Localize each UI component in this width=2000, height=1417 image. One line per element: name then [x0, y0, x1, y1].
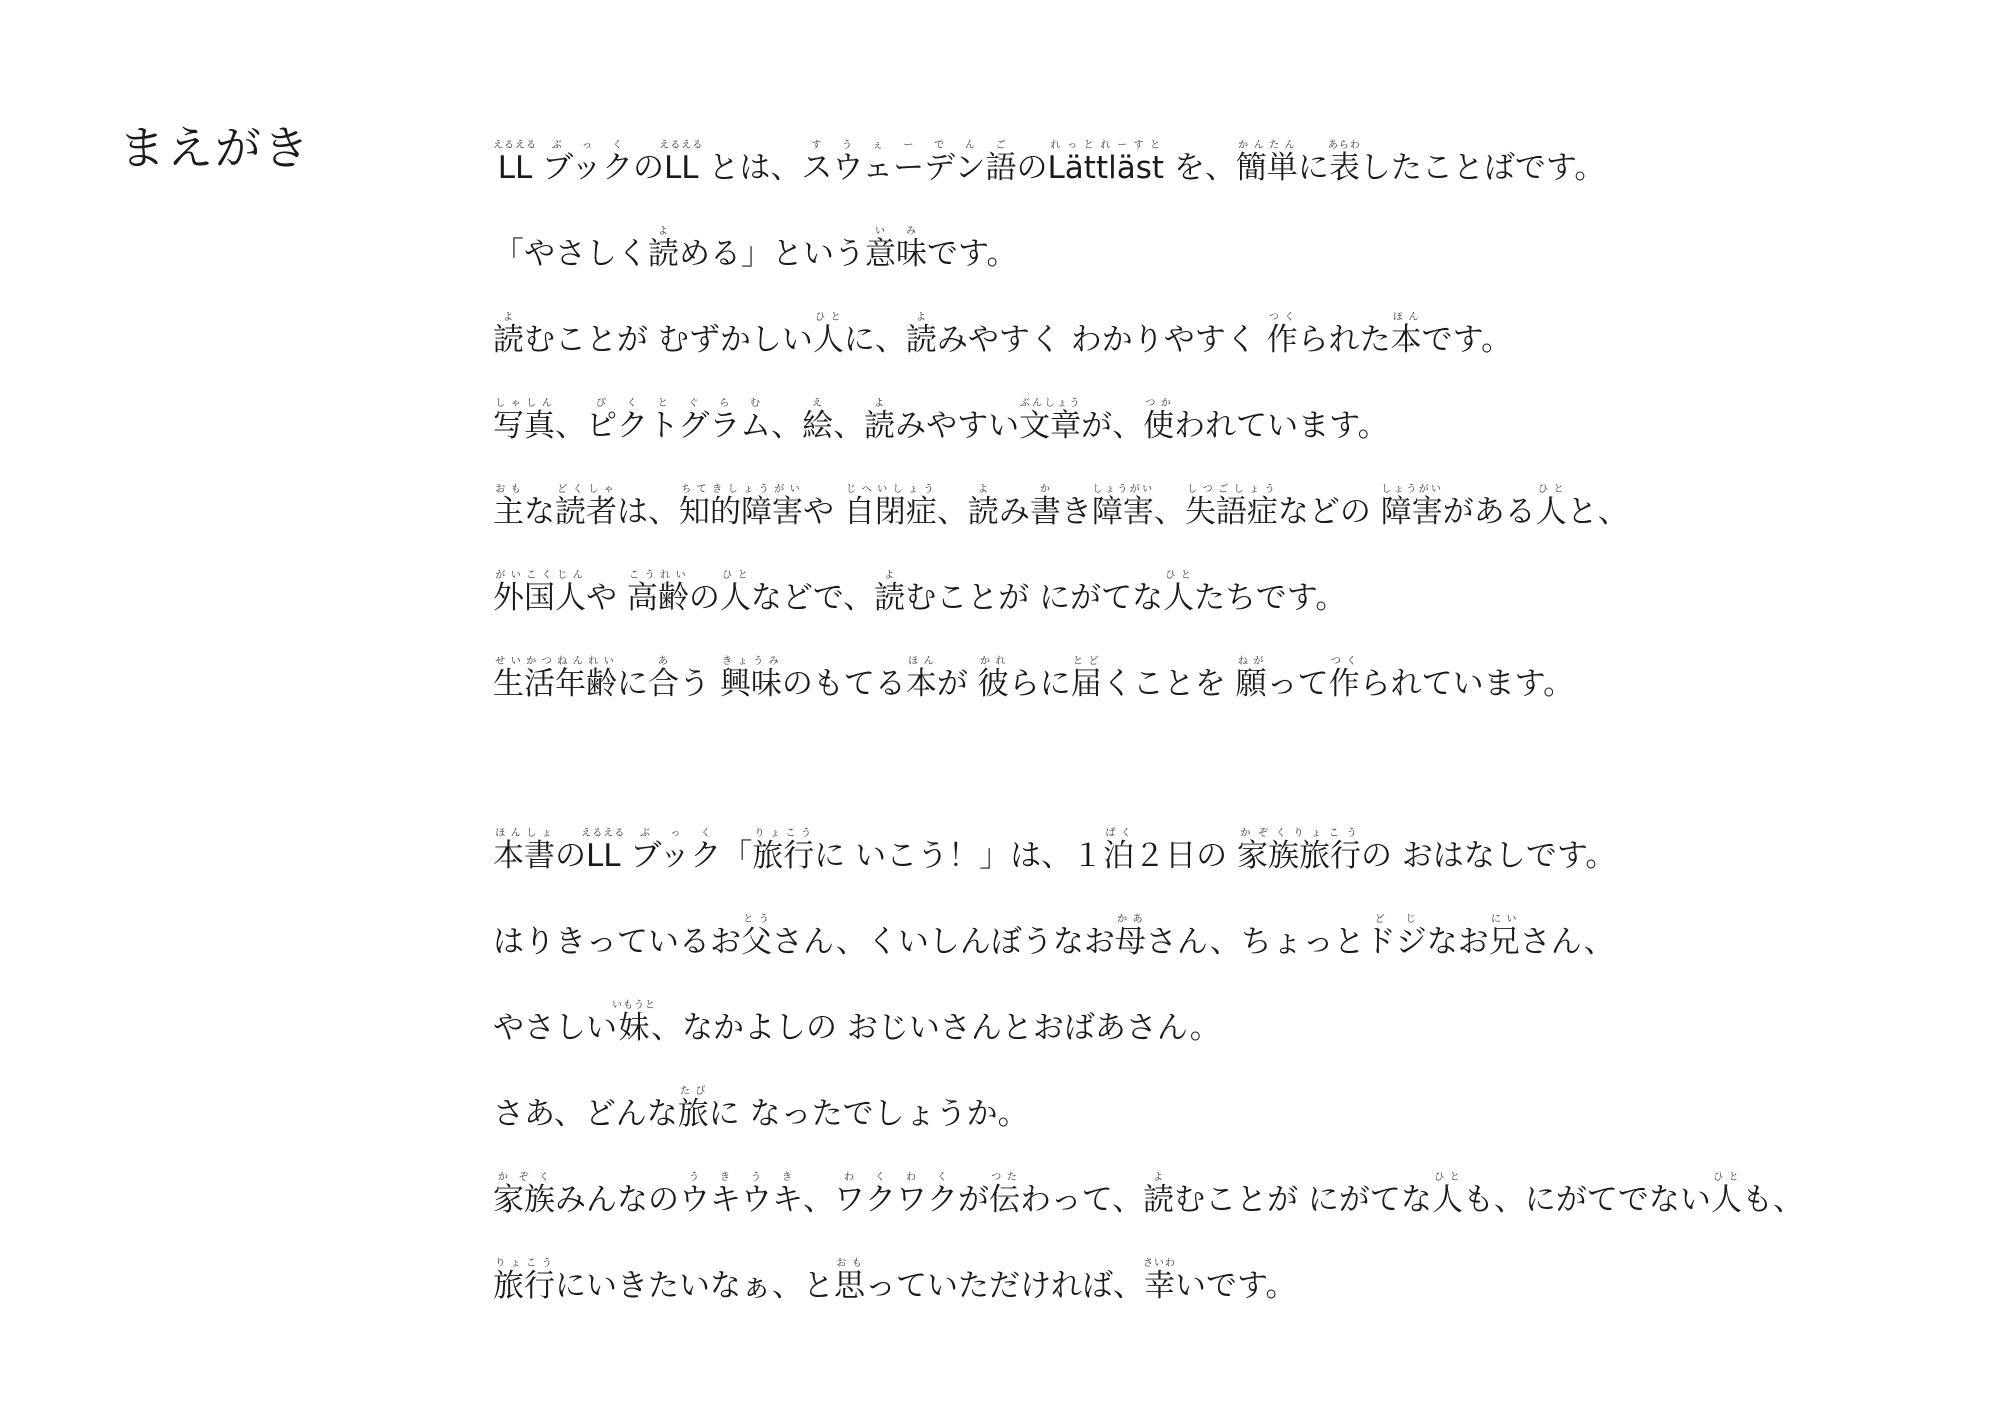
furigana-word: ブックぶっく	[630, 828, 722, 874]
furigana-reading: いもうと	[612, 1000, 656, 1011]
furigana-reading: ぱく	[1103, 828, 1135, 839]
furigana-word: 障害しょうがい	[1091, 484, 1154, 530]
furigana-word: 人ひと	[719, 570, 751, 616]
furigana-word: 本ほん	[1390, 312, 1422, 358]
furigana-reading: おも	[493, 484, 524, 495]
furigana-word: 主おも	[493, 484, 524, 530]
furigana-reading: とう	[741, 914, 772, 925]
furigana-word: 幸さいわ	[1143, 1258, 1176, 1304]
furigana-word: 簡単かんたん	[1235, 140, 1298, 186]
furigana-reading: えるえる	[659, 140, 704, 151]
furigana-reading: すうぇーでんご	[801, 140, 1017, 151]
furigana-reading: いみ	[865, 226, 927, 237]
furigana-reading: ぶっく	[542, 140, 633, 151]
furigana-reading: よ	[1143, 1172, 1175, 1183]
furigana-reading: わくわく	[834, 1172, 958, 1183]
text-line: 外国人がいこくじんや 高齢こうれいの人ひとなどで、読よむことが にがてな人ひとたちです。	[493, 570, 1347, 616]
text-line: はりきっているお父とうさん、くいしんぼうなお母かあさん、ちょっとドジどじなお兄にいさん、	[493, 914, 1615, 960]
furigana-reading: こうれい	[626, 570, 689, 581]
text-line: 家族かぞくみんなのウキウキうきうき、ワクワクわくわくが伝つたわって、読よむことが にがてな人ひとも、にがてでない人ひとも、	[493, 1172, 1804, 1218]
furigana-word: 読よ	[1143, 1172, 1175, 1218]
furigana-word: 家族旅行かぞくりょこう	[1236, 828, 1361, 874]
furigana-word: 人ひと	[1163, 570, 1195, 616]
furigana-word: Lättlästれっとれーすと	[1047, 140, 1165, 186]
furigana-word: 人ひと	[1710, 1172, 1742, 1218]
furigana-word: 外国人がいこくじん	[493, 570, 586, 616]
furigana-word: 作つく	[1266, 312, 1298, 358]
furigana-word: 表あらわ	[1327, 140, 1361, 186]
furigana-word: 人ひと	[1535, 484, 1567, 530]
furigana-reading: ひと	[1163, 570, 1195, 581]
furigana-reading: ひと	[719, 570, 751, 581]
furigana-word: ドジどじ	[1364, 914, 1427, 960]
furigana-reading: つた	[989, 1172, 1020, 1183]
furigana-word: 読よ	[648, 226, 679, 272]
furigana-word: LLえるえる	[659, 140, 704, 186]
furigana-reading: ぴくとぐらむ	[586, 398, 772, 409]
furigana-reading: ちてきしょうがい	[679, 484, 803, 495]
furigana-reading: よ	[493, 312, 524, 323]
furigana-word: ワクワクわくわく	[834, 1172, 958, 1218]
furigana-word: 読者どくしゃ	[555, 484, 617, 530]
text-line: 主おもな読者どくしゃは、知的障害ちてきしょうがいや 自閉症じへいしょう、読よみ書かき障害しょうがい、失語症しつごしょうなどの 障害しょうがいがある人ひとと、	[493, 484, 1629, 530]
furigana-reading: しょうがい	[1380, 484, 1443, 495]
furigana-word: 読よ	[967, 484, 999, 530]
furigana-reading: かれ	[977, 656, 1009, 667]
text-line: やさしい妹いもうと、なかよしの おじいさんとおばあさん。	[493, 1000, 1221, 1046]
furigana-word: 本ほん	[905, 656, 937, 702]
furigana-reading: えるえる	[493, 140, 537, 151]
furigana-reading: ひと	[1710, 1172, 1742, 1183]
furigana-word: 願ねが	[1235, 656, 1267, 702]
furigana-word: ブックぶっく	[542, 140, 633, 186]
furigana-reading: りょこう	[752, 828, 815, 839]
furigana-reading: よ	[905, 312, 937, 323]
furigana-word: 作つく	[1328, 656, 1360, 702]
furigana-reading: かんたん	[1235, 140, 1298, 151]
furigana-reading: どくしゃ	[555, 484, 617, 495]
furigana-reading: たび	[677, 1086, 709, 1097]
furigana-reading: よ	[864, 398, 896, 409]
furigana-word: 兄にい	[1488, 914, 1520, 960]
furigana-reading: どじ	[1364, 914, 1427, 925]
furigana-reading: りょこう	[493, 1258, 555, 1269]
text-line: 生活年齢せいかつねんれいに合あう 興味きょうみのもてる本ほんが 彼かれらに届とどくことを 願ねがって作つくられています。	[493, 656, 1575, 702]
furigana-reading: ぶんしょう	[1019, 398, 1082, 409]
furigana-word: 旅行りょこう	[493, 1258, 555, 1304]
furigana-word: LLえるえる	[581, 828, 626, 874]
furigana-word: ピクトグラムぴくとぐらむ	[586, 398, 772, 444]
furigana-reading: ひと	[1431, 1172, 1463, 1183]
furigana-word: 写真しゃしん	[493, 398, 555, 444]
furigana-reading: よ	[967, 484, 999, 495]
furigana-word: 彼かれ	[977, 656, 1009, 702]
furigana-word: 使つか	[1143, 398, 1175, 444]
furigana-word: 興味きょうみ	[719, 656, 782, 702]
furigana-reading: よ	[648, 226, 679, 237]
furigana-reading: あ	[648, 656, 679, 667]
furigana-word: 思おも	[834, 1258, 865, 1304]
furigana-word: 絵え	[802, 398, 834, 444]
furigana-word: スウェーデン語すうぇーでんご	[801, 140, 1017, 186]
furigana-reading: うきうき	[679, 1172, 803, 1183]
furigana-reading: しゃしん	[493, 398, 555, 409]
furigana-word: 旅行りょこう	[752, 828, 815, 874]
furigana-word: LLえるえる	[493, 140, 537, 186]
paragraph	[493, 813, 1973, 1329]
paragraph	[493, 125, 1973, 727]
furigana-word: 人ひと	[812, 312, 844, 358]
furigana-reading: おも	[834, 1258, 865, 1269]
furigana-word: 家族かぞく	[493, 1172, 555, 1218]
furigana-word: 伝つた	[989, 1172, 1020, 1218]
furigana-word: 意味いみ	[865, 226, 927, 272]
furigana-reading: がいこくじん	[493, 570, 586, 581]
furigana-word: 母かあ	[1114, 914, 1146, 960]
page-heading: まえがき	[119, 121, 311, 175]
furigana-word: ウキウキうきうき	[679, 1172, 803, 1218]
furigana-reading: かぞくりょこう	[1236, 828, 1361, 839]
furigana-reading: ひと	[1535, 484, 1567, 495]
furigana-word: 泊ぱく	[1103, 828, 1135, 874]
furigana-reading: さいわ	[1143, 1258, 1176, 1269]
furigana-word: 自閉症じへいしょう	[843, 484, 937, 530]
furigana-reading: とど	[1070, 656, 1102, 667]
furigana-word: 合あ	[648, 656, 679, 702]
furigana-word: 本書ほんしょ	[493, 828, 555, 874]
furigana-reading: つく	[1266, 312, 1298, 323]
furigana-reading: かあ	[1114, 914, 1146, 925]
furigana-reading: ほん	[1390, 312, 1422, 323]
furigana-word: 読よ	[905, 312, 937, 358]
furigana-reading: えるえる	[581, 828, 626, 839]
furigana-reading: じへいしょう	[843, 484, 937, 495]
furigana-word: 生活年齢せいかつねんれい	[493, 656, 617, 702]
furigana-reading: つか	[1143, 398, 1175, 409]
text-line: 「やさしく読よめる」という意味いみです。	[493, 226, 1018, 272]
furigana-word: 届とど	[1070, 656, 1102, 702]
furigana-word: 父とう	[741, 914, 772, 960]
furigana-word: 書か	[1029, 484, 1061, 530]
furigana-word: 文章ぶんしょう	[1019, 398, 1082, 444]
furigana-reading: あらわ	[1327, 140, 1361, 151]
body-text	[493, 125, 1973, 1329]
furigana-reading: にい	[1488, 914, 1520, 925]
text-line: さあ、どんな旅たびに なったでしょうか。	[493, 1086, 1029, 1132]
text-line: LLえるえる ブックぶっくのLLえるえる とは、スウェーデン語すうぇーでんごのLättlästれっとれーすと を、簡単かんたんに表あらわしたことばです。	[493, 140, 1606, 186]
furigana-reading: れっとれーすと	[1047, 140, 1164, 151]
furigana-reading: しょうがい	[1091, 484, 1154, 495]
text-line: 読よむことが むずかしい人ひとに、読よみやすく わかりやすく 作つくられた本ほんです。	[493, 312, 1513, 358]
furigana-reading: しつごしょう	[1184, 484, 1278, 495]
furigana-word: 知的障害ちてきしょうがい	[679, 484, 803, 530]
furigana-word: 読よ	[864, 398, 896, 444]
furigana-reading: ほん	[905, 656, 937, 667]
text-line: 写真しゃしん、ピクトグラムぴくとぐらむ、絵え、読よみやすい文章ぶんしょうが、使つかわれています。	[493, 398, 1389, 444]
furigana-reading: ぶっく	[630, 828, 722, 839]
furigana-word: 障害しょうがい	[1380, 484, 1443, 530]
furigana-word: 人ひと	[1431, 1172, 1463, 1218]
furigana-reading: ほんしょ	[493, 828, 555, 839]
furigana-reading: かぞく	[493, 1172, 555, 1183]
furigana-word: 旅たび	[677, 1086, 709, 1132]
furigana-reading: え	[802, 398, 834, 409]
text-line: 本書ほんしょのLLえるえる ブックぶっく「旅行りょこうに いこう！」は、１泊ぱく２日の 家族旅行かぞくりょこうの おはなしです。	[493, 828, 1617, 874]
furigana-word: 妹いもうと	[612, 1000, 656, 1046]
furigana-reading: よ	[874, 570, 906, 581]
furigana-word: 高齢こうれい	[626, 570, 689, 616]
furigana-reading: きょうみ	[719, 656, 782, 667]
furigana-reading: つく	[1328, 656, 1360, 667]
text-line: 旅行りょこうにいきたいなぁ、と思おもっていただければ、幸さいわいです。	[493, 1258, 1297, 1304]
furigana-reading: ねが	[1235, 656, 1267, 667]
paragraph-gap	[493, 727, 1973, 813]
furigana-reading: せいかつねんれい	[493, 656, 617, 667]
furigana-word: 読よ	[874, 570, 906, 616]
furigana-reading: か	[1029, 484, 1061, 495]
furigana-word: 読よ	[493, 312, 524, 358]
furigana-word: 失語症しつごしょう	[1184, 484, 1278, 530]
furigana-reading: ひと	[812, 312, 844, 323]
